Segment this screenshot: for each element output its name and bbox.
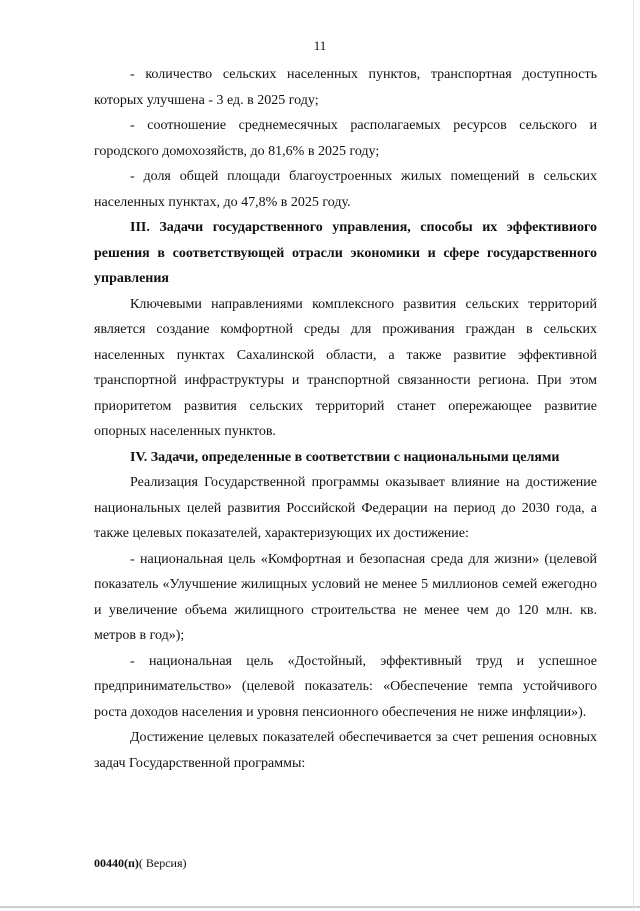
page-number: 11 (313, 38, 327, 53)
footer-version: ( Версия) (138, 856, 187, 870)
list-item-decent-work: - национальная цель «Достойный, эффективный труд и успешное предпринимательство» (целевой показатель: «Обеспечение темпа устойчивого роста доходов населения и уровня пенсионного обеспечения не ниже инфляции»). (94, 653, 597, 720)
paragraph-key-directions: Ключевыми направлениями комплексного развития сельских территорий является создание комфортной среды для проживания граждан в сельских населенных пунктах Сахалинской области, а также развитие эффективной транспортной инфраструктуры и транспортной связанности региона. При этом приоритетом развития сельских территорий станет опережающее развитие опорных населенных пунктов. (94, 296, 597, 439)
scan-right-edge (633, 0, 634, 911)
footer-code: 00440(п) (94, 856, 139, 870)
section-heading-iv: IV. Задачи, определенные в соответствии с национальными целями (130, 449, 560, 465)
paragraph-achievement: Достижение целевых показателей обеспечивается за счет решения основных задач Государственной программы: (94, 730, 597, 771)
list-item-housing-share: - доля общей площади благоустроенных жилых помещений в сельских населенных пунктах, до 47,8% в 2025 году. (94, 169, 597, 210)
section-heading-iii: III. Задачи государственного управления, способы их эффективиого решения в соответствующей отрасли экономики и сфере государственного управления (94, 220, 597, 286)
list-item-settlements: - количество сельских населенных пунктов, транспортная доступность которых улучшена - 3 ед. в 2025 году; (94, 67, 597, 108)
paragraph-program-impact: Реализация Государственной программы оказывает влияние на достижение национальных целей развития Российской Федерации на период до 2030 года, а также целевых показателей, характеризующих их достижение: (94, 475, 597, 541)
list-item-comfortable-environment: - национальная цель «Комфортная и безопасная среда для жизни» (целевой показатель «Улучшение жилищных условий не менее 5 миллионов семей ежегодно и увеличение объема жилищного строительства не менее чем до 120 млн. кв. метров в год»); (94, 551, 597, 643)
scan-bottom-edge (0, 906, 640, 908)
footer (94, 856, 187, 871)
list-item-income-ratio: - соотношение среднемесячных располагаемых ресурсов сельского и городского домохозяйств, до 81,6% в 2025 году; (94, 118, 597, 159)
document-body (94, 62, 597, 776)
